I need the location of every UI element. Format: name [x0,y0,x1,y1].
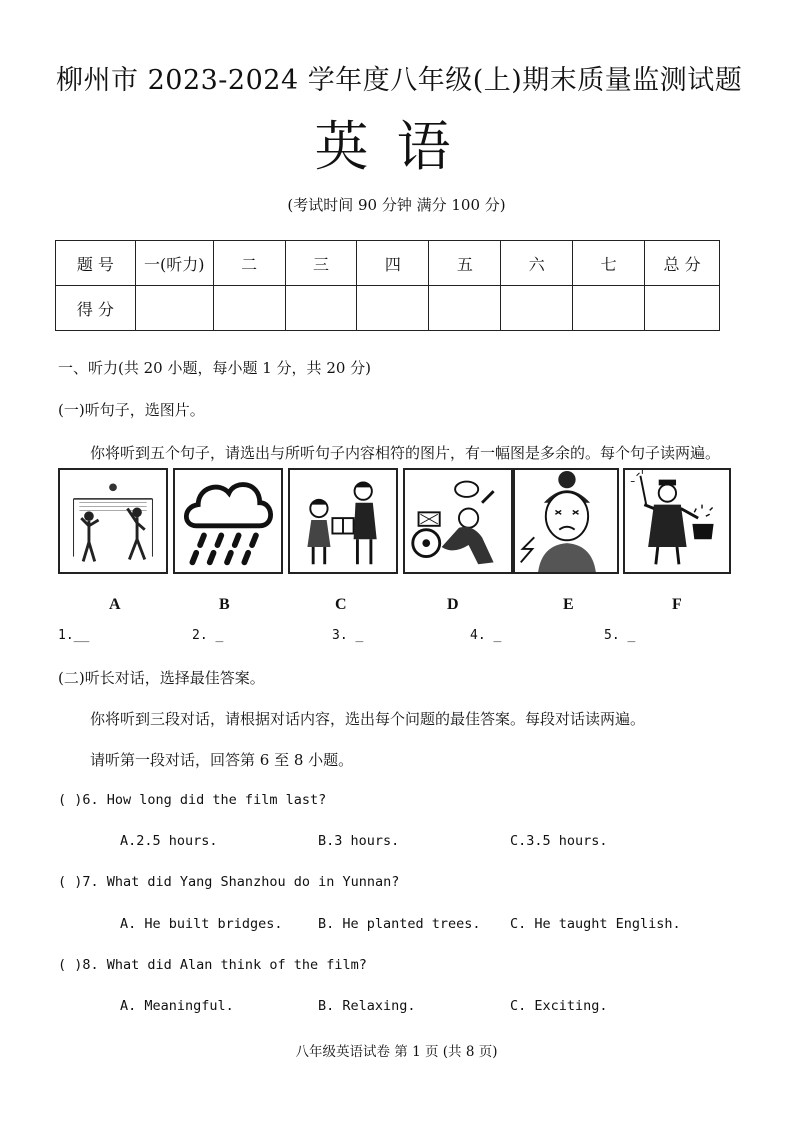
header-cell: 题 号 [56,241,136,286]
part2-title: (二)听长对话，选择最佳答案。 [58,669,265,687]
subject-title: 英语 [314,115,479,178]
header-cell: 六 [501,241,573,286]
question-7-option-a[interactable]: A. He built bridges. [120,916,283,932]
answer-blank[interactable]: 3. _ [332,628,364,643]
score-table-score-row [56,286,720,331]
section1-title: 一、听力(共 20 小题，每小题 1 分，共 20 分) [58,359,372,377]
question-6-option-c[interactable]: C.3.5 hours. [510,833,608,849]
header-cell: 总 分 [645,241,720,286]
score-cell[interactable] [573,286,645,331]
score-cell[interactable] [357,286,429,331]
sick-woman-icon [513,468,619,574]
header-cell: 一(听力) [135,241,213,286]
header-cell: 七 [573,241,645,286]
answer-blank[interactable]: 2. _ [192,628,224,643]
question-8-option-c[interactable]: C. Exciting. [510,998,608,1014]
answer-blank[interactable]: 1.__ [58,628,90,643]
page-footer: 八年级英语试卷 第 1 页 (共 8 页) [295,1044,498,1060]
giving-gift-icon [288,468,398,574]
dialogue1-instruction: 请听第一段对话，回答第 6 至 8 小题。 [90,751,354,769]
part1-title: (一)听句子，选图片。 [58,401,205,419]
picture-label: E [563,596,574,613]
picture-label: C [335,596,347,613]
question-8-option-b[interactable]: B. Relaxing. [318,998,416,1014]
question-6-option-a[interactable]: A.2.5 hours. [120,833,218,849]
header-cell: 四 [357,241,429,286]
picture-label: D [447,596,459,613]
question-6-stem: ( )6. How long did the film last? [58,792,327,808]
question-7-option-b[interactable]: B. He planted trees. [318,916,481,932]
question-7-option-c[interactable]: C. He taught English. [510,916,681,932]
score-cell[interactable] [501,286,573,331]
score-cell[interactable] [135,286,213,331]
score-cell[interactable] [285,286,357,331]
header-cell: 五 [429,241,501,286]
question-8-option-a[interactable]: A. Meaningful. [120,998,234,1014]
question-7-stem: ( )7. What did Yang Shanzhou do in Yunnan? [58,874,400,890]
picture-label: A [109,596,121,613]
part2-instruction: 你将听到三段对话，请根据对话内容，选出每个问题的最佳答案。每段对话读两遍。 [90,710,646,728]
question-8-stem: ( )8. What did Alan think of the film? [58,957,367,973]
header-cell: 二 [213,241,285,286]
score-table [55,240,720,331]
score-cell[interactable] [429,286,501,331]
volleyball-players-icon [58,468,168,574]
answer-blank[interactable]: 5. _ [604,628,636,643]
part1-instruction: 你将听到五个句子，请选出与所听句子内容相符的图片，有一幅图是多余的。每个句子读两遍。 [90,444,721,462]
exam-info: (考试时间 90 分钟 满分 100 分) [287,196,506,214]
picture-row [58,468,733,576]
score-cell[interactable] [213,286,285,331]
question-6-option-b[interactable]: B.3 hours. [318,833,400,849]
header-cell: 三 [285,241,357,286]
bike-fall-icon [403,468,513,574]
picture-label: B [219,596,230,613]
magician-icon [623,468,731,574]
exam-title: 柳州市 2023-2024 学年度八年级(上)期末质量监测试题 [56,65,743,96]
answer-blank[interactable]: 4. _ [470,628,502,643]
score-table-header-row [56,241,720,286]
rain-cloud-icon [173,468,283,574]
picture-label: F [672,596,682,613]
score-cell[interactable] [645,286,720,331]
score-row-label: 得 分 [56,286,136,331]
